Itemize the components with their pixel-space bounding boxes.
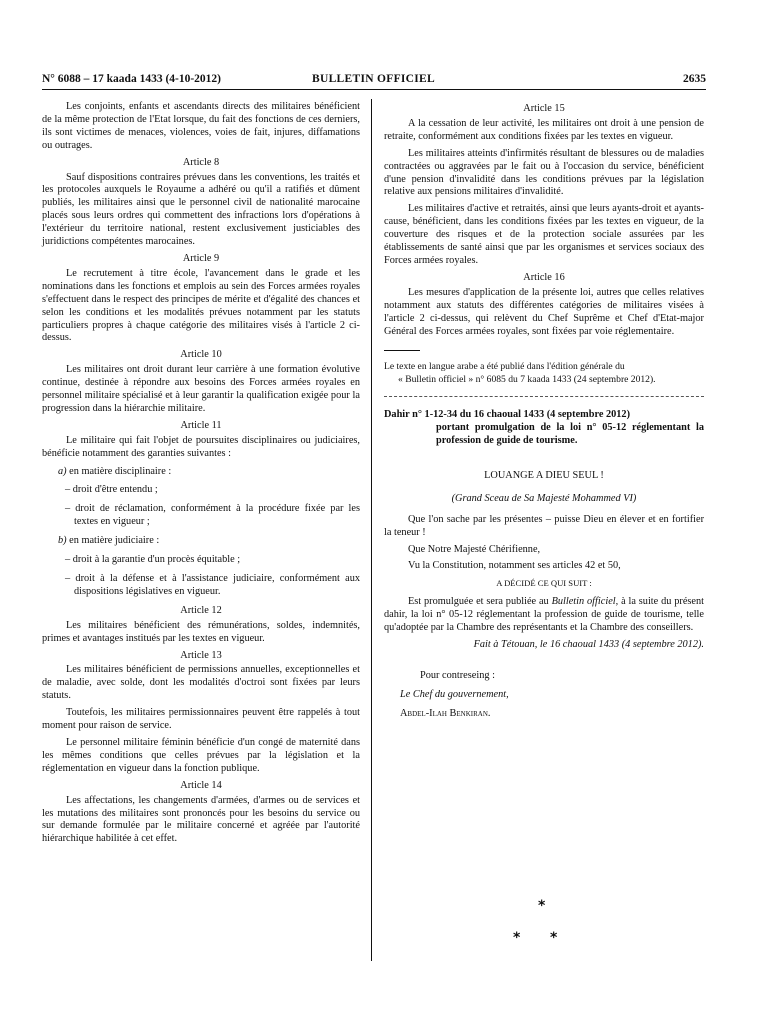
promulgation-text-part-1: Est promulguée et sera publiée au (408, 596, 552, 608)
article-9-text: Le recrutement à titre école, l'avancement dans le grade et les nominations dans les fonctions et emplois au sein des Forces armées royales s'effectuent dans le respect des principes de mérite et d'égalité des chances et selon les conditions et les modalités prévues notamment par les statuts particuliers propres à chaque catégorie des militaires visés à l'article 2 ci-dessus. (42, 267, 360, 344)
article-12-text: Les militaires bénéficient des rémunérations, soldes, indemnités, primes et avantages institués par les textes en vigueur. (42, 619, 360, 644)
decision-heading: A DÉCIDÉ CE QUI SUIT : (496, 578, 592, 589)
signatory-title: Le Chef du gouvernement, (400, 688, 509, 700)
separator-dotted (384, 396, 704, 397)
publication-note-line-2: « Bulletin officiel » n° 6085 du 7 kaada 1433 (24 septembre 2012). (398, 373, 656, 385)
article-15-text-1: A la cessation de leur activité, les militaires ont droit à une pension de retraite, conformément aux conditions fixées par les textes en vigueur. (384, 117, 704, 142)
subsection-a (42, 466, 360, 479)
subsection-b (42, 535, 360, 548)
separator-short (384, 350, 420, 351)
article-8-title: Article 8 (182, 156, 220, 168)
signatory-name: Abdel-Ilah Benkiran. (400, 707, 491, 719)
left-column (42, 101, 360, 850)
promulgation-text (384, 596, 704, 635)
page-number: 2635 (683, 73, 706, 85)
article-14-text: Les affectations, les changements d'armées, d'armes ou de services et les mutations des militaires sont prononcés pour les besoins du service ou sur demande formulée par le militaire concerné et agréée par l'autorité hiérarchique habilitée à cet effet. (42, 794, 360, 845)
article-16-title: Article 16 (523, 271, 565, 283)
star-ornament: * (538, 898, 546, 914)
article-15-title: Article 15 (523, 103, 565, 114)
publication-title: BULLETIN OFFICIEL (312, 73, 436, 85)
column-divider (371, 99, 372, 961)
preamble-que-lon: Que l'on sache par les présentes – puisse Dieu en élever et en fortifier la teneur ! (384, 513, 704, 538)
publication-note (384, 361, 704, 386)
subsection-a-text: en matière disciplinaire : (66, 465, 172, 477)
article-13-text-2: Toutefois, les militaires permissionnaires peuvent être rappelés à tout moment pour raison de service. (42, 707, 360, 732)
article-9-title: Article 9 (182, 252, 220, 264)
issue-number: N° 6088 – 17 kaada 1433 (4-10-2012) (42, 73, 222, 85)
article-13-title: Article 13 (180, 649, 222, 661)
article-15-text-3: Les militaires d'active et retraités, ainsi que leurs ayants-droit et ayants-cause, bénéficient, dans les conditions fixées par les textes en vigueur, de la couverture des risques et de la protection sociale assurées par les établissements de santé ainsi que par les organismes et services sociaux des Forces armées royales. (384, 203, 704, 266)
dahir-title-line-2: portant promulgation de la loi n° 05-12 réglementant la profession de guide de tourisme. (436, 422, 704, 447)
article-10-title: Article 10 (180, 349, 222, 361)
bulletin-officiel-ref: Bulletin officiel, (551, 596, 619, 608)
article-14-title: Article 14 (180, 779, 222, 791)
article-15-text-2: Les militaires atteints d'infirmités résultant de blessures ou de maladies contractées ou aggravées par le fait ou à l'occasion du service, bénéficient d'une pension d'invalidité dans les conditions prévues par la législation relative aux pensions militaires d'invalidité. (384, 147, 704, 198)
publication-note-line-1: Le texte en langue arabe a été publié dans l'édition générale du (384, 361, 625, 373)
preamble-majeste: Que Notre Majesté Chérifienne, (408, 543, 541, 555)
article-12-title: Article 12 (180, 604, 222, 616)
signature-place-date: Fait à Tétouan, le 16 chaoual 1433 (4 septembre 2012). (473, 639, 704, 650)
page-header (42, 71, 706, 90)
list-item: – droit de réclamation, conformément à la procédure fixée par les textes en vigueur ; (65, 503, 360, 528)
article-11-text: Le militaire qui fait l'objet de poursuites disciplinaires ou judiciaires, bénéficie notamment des garanties suivantes : (42, 434, 360, 459)
right-column (384, 101, 704, 727)
subsection-b-label: b) (58, 535, 67, 547)
star-ornament: * (550, 930, 558, 946)
subsection-a-label: a) (58, 465, 67, 477)
article-16-text: Les mesures d'application de la présente loi, autres que celles relatives notamment aux statuts des différentes catégories de militaires visées à l'article 2 ci-dessus, qui relèvent du Chef Suprême et Chef d'Etat-major Général des Forces armées royales, sont fixées par voie réglementaire. (384, 286, 704, 337)
article-13-text-1: Les militaires bénéficient de permissions annuelles, exceptionnelles et de maladie, avec solde, dont les modalités d'octroi sont fixées par leurs statuts. (42, 664, 360, 702)
list-item: – droit d'être entendu ; (65, 484, 158, 496)
star-ornament: * (513, 930, 521, 946)
grand-sceau: (Grand Sceau de Sa Majesté Mohammed VI) (451, 492, 637, 504)
preamble-constitution: Vu la Constitution, notamment ses articles 42 et 50, (408, 560, 621, 572)
article-11-title: Article 11 (180, 419, 222, 431)
dahir-title-line-1: Dahir n° 1-12-34 du 16 chaoual 1433 (4 septembre 2012) (384, 409, 631, 421)
article-13-text-3: Le personnel militaire féminin bénéficie d'un congé de maternité dans les mêmes conditions que celles prévues par la législation et la réglementation en vigueur dans la fonction publique. (42, 736, 360, 774)
promulgation-text-part-2: à la suite du présent dahir, la loi n° 05-12 réglementant la profession de guide de tourisme, telle qu'adoptée par la Chambre des représentants et la Chambre des conseillers. (384, 596, 704, 634)
article-10-text: Les militaires ont droit durant leur carrière à une formation évolutive continue, destinée à répondre aux besoins des Forces armées royales en personnel militaire spécialisé et à leur garantir la qualification exigée pour la progression dans la hiérarchie militaire. (42, 364, 360, 414)
louange-heading: LOUANGE A DIEU SEUL ! (484, 469, 604, 481)
contreseing-label: Pour contreseing : (420, 669, 495, 681)
list-item: – droit à la garantie d'un procès équitable ; (65, 554, 241, 566)
article-8-text: Sauf dispositions contraires prévues dans les conventions, les traités et les protocoles auxquels le Royaume a adhéré ou qu'il a ratifiés et dûment publiés, les militaires ainsi que le personnel civil de nationalité marocaine placés sous leurs ordres qui commettent des infractions lors d'opérations à l'extérieur du territoire national, restent exclusivement justiciables des juridictions compétentes marocaines. (42, 171, 360, 248)
paragraph-conjoints: Les conjoints, enfants et ascendants directs des militaires bénéficient de la même protection de l'Etat lorsque, du fait des fonctions de ces derniers, ils sont victimes de menaces, violences, voies de fait, injures, diffamations ou outrages. (42, 101, 360, 151)
list-item: – droit à la défense et à l'assistance judiciaire, conformément aux dispositions législatives en vigueur. (65, 573, 360, 597)
subsection-b-text: en matière judiciaire : (66, 535, 160, 547)
dahir-title (384, 409, 704, 448)
